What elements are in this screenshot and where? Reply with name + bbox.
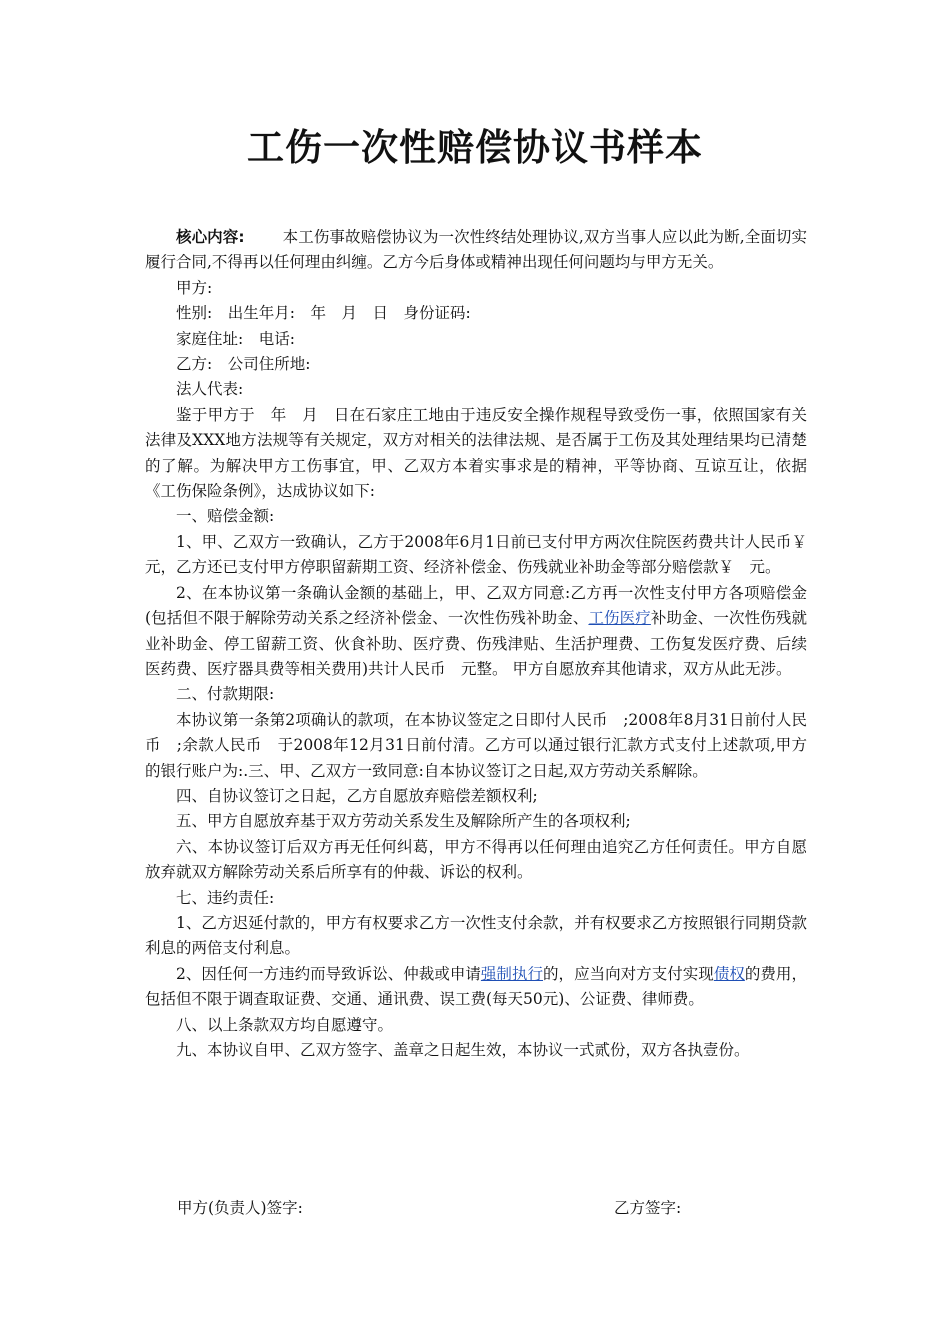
section-1-heading: 一、赔偿金额: — [176, 507, 275, 526]
party-a-line: 甲方: — [176, 278, 213, 297]
party-b-line: 乙方: 公司住所地: — [176, 355, 311, 374]
clause-9: 九、本协议自甲、乙双方签字、盖章之日起生效，本协议一式贰份，双方各执壹份。 — [176, 1041, 750, 1059]
clause-1-2 — [145, 581, 807, 683]
clause-5: 五、甲方自愿放弃基于双方劳动关系发生及解除所产生的各项权利; — [176, 812, 631, 831]
clause-7-2 — [145, 962, 807, 1013]
clause-6: 六、本协议签订后双方再无任何纠葛，甲方不得再以任何理由追究乙方任何责任。甲方自愿放弃就双方解除劳动关系后所享有的仲裁、诉讼的权利。 — [145, 837, 807, 882]
core-content-paragraph — [145, 225, 807, 276]
link-work-injury-medical[interactable]: 工伤医疗 — [588, 609, 651, 628]
clause-7-2-text-a: 2、因任何一方违约而导致诉讼、仲裁或申请 — [176, 964, 481, 983]
section-2-heading: 二、付款期限: — [176, 685, 275, 704]
clause-8: 八、以上条款双方均自愿遵守。 — [176, 1015, 394, 1034]
link-compulsory-execution[interactable]: 强制执行 — [480, 964, 544, 983]
document-title: 工伤一次性赔偿协议书样本 — [247, 126, 703, 169]
party-a-details-line: 性别: 出生年月: 年 月 日 身份证码: — [176, 304, 471, 323]
clause-7-2-text-b: 的，应当向对方支付实现 — [543, 964, 714, 983]
clause-2-payment: 本协议第一条第2项确认的款项，在本协议签定之日即付人民币 ;2008年8月31日前付人民币 ;余款人民币 于2008年12月31日前付清。乙方可以通过银行汇款方式支付上述款项,甲方的银行账户为:.三、甲、乙双方一致同意:自本协议签订之日起,双方劳动关系解除。 — [145, 710, 807, 780]
core-content-label: 核心内容: — [176, 228, 245, 246]
clause-1-2-text-a: 2、在本协议第一条确认金额的基础上，甲、乙双方同意:乙方再一次性支付甲方各项赔偿金(包括但不限于解除劳动关系之经济补偿金、一次性伤残补助金、 — [145, 583, 807, 628]
section-7-heading: 七、违约责任: — [176, 888, 275, 907]
clause-7-2-text-c: 的费用，包括但不限于调查取证费、交通、通讯费、误工费(每天50元)、公证费、律师费。 — [145, 964, 807, 1009]
link-creditor-rights[interactable]: 债权 — [713, 964, 745, 983]
party-a-address-line: 家庭住址: 电话: — [176, 329, 295, 348]
preamble-paragraph: 鉴于甲方于 年 月 日在石家庄工地由于违反安全操作规程导致受伤一事，依照国家有关法律及XXX地方法规等有关规定，双方对相关的法律法规、是否属于工伤及其处理结果均已清楚的了解。为解决甲方工伤事宜，甲、乙双方本着实事求是的精神，平等协商、互谅互让，依据《工伤保险条例》，达成协议如下: — [145, 405, 807, 501]
document-body — [145, 225, 823, 1063]
clause-4: 四、自协议签订之日起，乙方自愿放弃赔偿差额权利; — [176, 786, 538, 805]
clause-1-1: 1、甲、乙双方一致确认，乙方于2008年6月1日前已支付甲方两次住院医药费共计人民币￥ 元，乙方还已支付甲方停职留薪期工资、经济补偿金、伤残就业补助金等部分赔偿款￥ 元。 — [145, 532, 823, 577]
party-a-signature-label: 甲方(负责人)签字: — [177, 1199, 303, 1217]
party-b-signature-label: 乙方签字: — [614, 1199, 682, 1217]
clause-1-2-text-b: 补助金、一次性伤残就业补助金、停工留薪工资、伙食补助、医疗费、伤残津贴、生活护理费、工伤复发医疗费、后续医药费、医疗器具费等相关费用)共计人民币 元整。 甲方自愿放弃其他请求，双方从此无涉。 — [145, 609, 807, 678]
clause-7-1: 1、乙方迟延付款的，甲方有权要求乙方一次性支付余款，并有权要求乙方按照银行同期贷款利息的两倍支付利息。 — [145, 913, 807, 958]
core-content-text: 本工伤事故赔偿协议为一次性终结处理协议,双方当事人应以此为断,全面切实履行合同,不得再以任何理由纠缠。乙方今后身体或精神出现任何问题均与甲方无关。 — [145, 228, 808, 272]
legal-representative-line: 法人代表: — [176, 380, 244, 399]
